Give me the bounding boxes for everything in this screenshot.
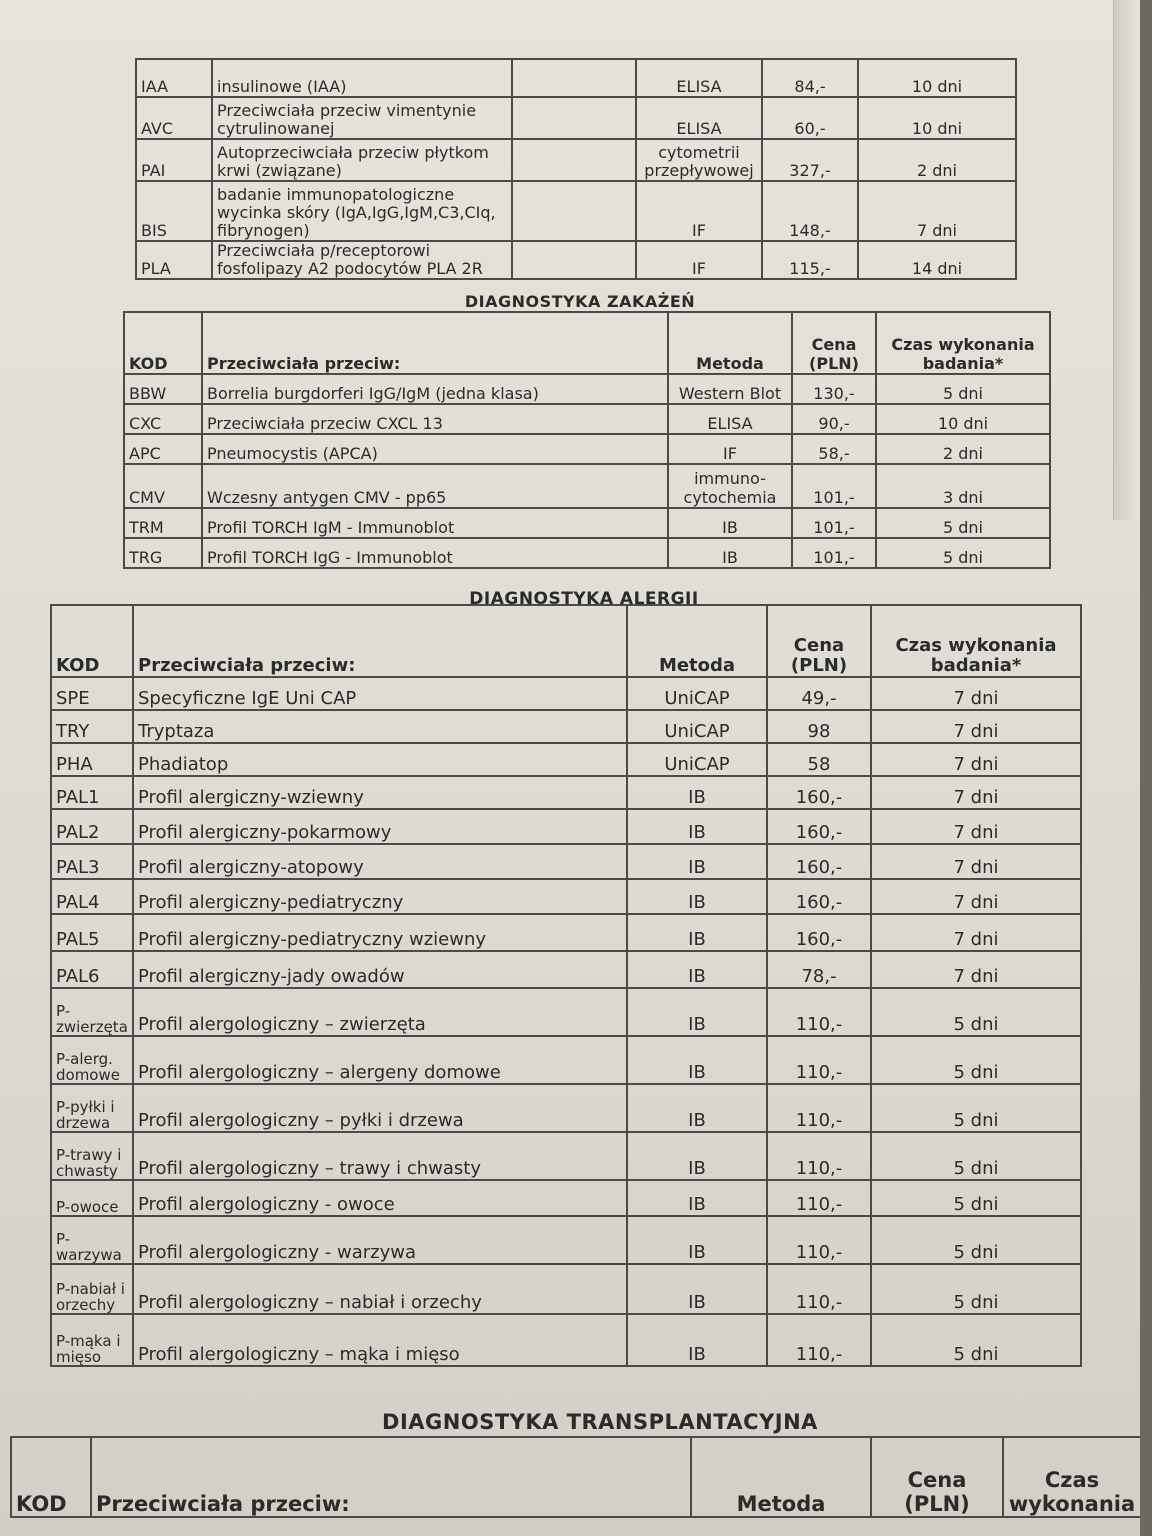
cell-cena: 78,- <box>767 951 871 988</box>
cell-metoda: ELISA <box>636 59 762 97</box>
header-nazwa: Przeciwciała przeciw: <box>133 605 627 677</box>
alergii-title: DIAGNOSTYKA ALERGII <box>469 589 699 609</box>
cell-cena: 160,- <box>767 844 871 879</box>
cell-kod: PHA <box>51 743 133 776</box>
cell-cena: 101,- <box>792 464 876 508</box>
cell-metoda: IB <box>668 508 792 538</box>
cell-nazwa: Profil alergiczny-wziewny <box>133 776 627 809</box>
table-row <box>51 914 1081 951</box>
cell-nazwa: Profil alergologiczny – mąka i mięso <box>133 1314 627 1366</box>
cell-metoda: ELISA <box>668 404 792 434</box>
cell-cena: 58,- <box>792 434 876 464</box>
transplant-table <box>10 1436 1140 1518</box>
cell-cena: 110,- <box>767 1314 871 1366</box>
empty-cell <box>512 139 636 181</box>
table-row <box>124 538 1050 568</box>
cell-nazwa: Profil alergologiczny – alergeny domowe <box>133 1036 627 1084</box>
cell-cena: 110,- <box>767 988 871 1036</box>
cell-metoda: UniCAP <box>627 743 767 776</box>
cell-cena: 110,- <box>767 1180 871 1216</box>
cell-kod: CMV <box>124 464 202 508</box>
empty-cell <box>512 97 636 139</box>
cell-czas: 5 dni <box>871 1084 1081 1132</box>
cell-kod: PAL3 <box>51 844 133 879</box>
cell-metoda: cytometrii przepływowej <box>636 139 762 181</box>
table-row <box>136 97 1016 139</box>
cell-nazwa: Phadiatop <box>133 743 627 776</box>
cell-nazwa: Borrelia burgdorferi IgG/IgM (jedna klasa) <box>202 374 668 404</box>
table-row <box>51 1216 1081 1264</box>
back-sheet-edge <box>1113 0 1140 520</box>
cell-kod: PAL4 <box>51 879 133 914</box>
cell-metoda: ELISA <box>636 97 762 139</box>
cell-metoda: IB <box>627 776 767 809</box>
table-row <box>51 710 1081 743</box>
cell-metoda: IB <box>627 1036 767 1084</box>
cell-metoda: UniCAP <box>627 710 767 743</box>
table-row <box>51 988 1081 1036</box>
cell-nazwa: badanie immunopatologiczne wycinka skóry (IgA,IgG,IgM,C3,CIq, fibrynogen) <box>212 181 512 241</box>
table-row <box>51 1314 1081 1366</box>
cell-czas: 5 dni <box>871 1132 1081 1180</box>
table-row <box>124 508 1050 538</box>
cell-kod: P-trawy i chwasty <box>51 1132 133 1180</box>
cell-kod: PAL2 <box>51 809 133 844</box>
cell-cena: 110,- <box>767 1132 871 1180</box>
cell-kod: IAA <box>136 59 212 97</box>
cell-czas: 5 dni <box>876 374 1050 404</box>
cell-metoda: immuno-cytochemia <box>668 464 792 508</box>
header-kod: KOD <box>124 312 202 374</box>
cell-czas: 2 dni <box>858 139 1016 181</box>
cell-metoda: IB <box>627 844 767 879</box>
cell-nazwa: Profil TORCH IgG - Immunoblot <box>202 538 668 568</box>
cell-cena: 115,- <box>762 241 858 279</box>
empty-cell <box>512 59 636 97</box>
cell-cena: 160,- <box>767 776 871 809</box>
cell-czas: 10 dni <box>876 404 1050 434</box>
cell-nazwa: Profil alergologiczny – zwierzęta <box>133 988 627 1036</box>
cell-kod: P-zwierzęta <box>51 988 133 1036</box>
cell-cena: 49,- <box>767 677 871 710</box>
cell-nazwa: Profil alergiczny-atopowy <box>133 844 627 879</box>
cell-cena: 160,- <box>767 879 871 914</box>
table-row <box>51 743 1081 776</box>
cell-nazwa: Profil alergiczny-pokarmowy <box>133 809 627 844</box>
table-row <box>124 464 1050 508</box>
header-kod: KOD <box>11 1437 91 1517</box>
table-row <box>51 1036 1081 1084</box>
alergii-header-row <box>51 605 1081 677</box>
cell-metoda: IB <box>627 988 767 1036</box>
cell-metoda: IB <box>627 1264 767 1314</box>
transplant-title: DIAGNOSTYKA TRANSPLANTACYJNA <box>382 1410 818 1434</box>
cell-nazwa: Profil alergologiczny – trawy i chwasty <box>133 1132 627 1180</box>
header-metoda: Metoda <box>627 605 767 677</box>
cell-metoda: IF <box>668 434 792 464</box>
cell-nazwa: Profil TORCH IgM - Immunoblot <box>202 508 668 538</box>
header-metoda: Metoda <box>668 312 792 374</box>
transplant-header-row <box>11 1437 1140 1517</box>
alergii-table-body <box>51 677 1081 1366</box>
cell-cena: 130,- <box>792 374 876 404</box>
table-row <box>136 139 1016 181</box>
cell-cena: 58 <box>767 743 871 776</box>
cell-kod: PLA <box>136 241 212 279</box>
cell-czas: 5 dni <box>871 1216 1081 1264</box>
cell-kod: APC <box>124 434 202 464</box>
cell-metoda: IF <box>636 181 762 241</box>
cell-czas: 10 dni <box>858 59 1016 97</box>
cell-czas: 7 dni <box>871 844 1081 879</box>
cell-cena: 90,- <box>792 404 876 434</box>
cell-cena: 101,- <box>792 538 876 568</box>
cell-kod: TRG <box>124 538 202 568</box>
cell-czas: 2 dni <box>876 434 1050 464</box>
table-row <box>51 677 1081 710</box>
cell-nazwa: Przeciwciała przeciw CXCL 13 <box>202 404 668 434</box>
header-czas: Czas wykonania <box>1003 1437 1140 1517</box>
cell-kod: PAL5 <box>51 914 133 951</box>
zakazen-table-body <box>124 374 1050 568</box>
cell-cena: 110,- <box>767 1036 871 1084</box>
table-row <box>51 1084 1081 1132</box>
cell-cena: 160,- <box>767 809 871 844</box>
cell-kod: P-warzywa <box>51 1216 133 1264</box>
cell-czas: 5 dni <box>871 1314 1081 1366</box>
cell-kod: PAI <box>136 139 212 181</box>
cell-cena: 60,- <box>762 97 858 139</box>
cell-czas: 7 dni <box>871 743 1081 776</box>
cell-nazwa: Profil alergiczny-pediatryczny <box>133 879 627 914</box>
cell-nazwa: Tryptaza <box>133 710 627 743</box>
empty-cell <box>512 241 636 279</box>
cell-czas: 5 dni <box>876 538 1050 568</box>
cell-czas: 7 dni <box>871 776 1081 809</box>
cell-kod: BIS <box>136 181 212 241</box>
table-row <box>51 844 1081 879</box>
cell-czas: 7 dni <box>871 914 1081 951</box>
cell-metoda: IB <box>668 538 792 568</box>
cell-metoda: IB <box>627 1084 767 1132</box>
cell-kod: P-owoce <box>51 1180 133 1216</box>
cell-nazwa: Wczesny antygen CMV - pp65 <box>202 464 668 508</box>
cell-nazwa: Specyficzne IgE Uni CAP <box>133 677 627 710</box>
header-nazwa: Przeciwciała przeciw: <box>91 1437 691 1517</box>
header-nazwa: Przeciwciała przeciw: <box>202 312 668 374</box>
table-row <box>136 181 1016 241</box>
cell-cena: 160,- <box>767 914 871 951</box>
cell-kod: CXC <box>124 404 202 434</box>
header-czas: Czas wykonania badania* <box>871 605 1081 677</box>
cell-cena: 110,- <box>767 1084 871 1132</box>
table-row <box>51 776 1081 809</box>
cell-czas: 5 dni <box>871 1180 1081 1216</box>
cell-czas: 7 dni <box>871 951 1081 988</box>
cell-czas: 7 dni <box>871 879 1081 914</box>
table-row <box>51 879 1081 914</box>
table-row <box>51 809 1081 844</box>
cell-czas: 7 dni <box>858 181 1016 241</box>
cell-nazwa: Profil alergologiczny – nabiał i orzechy <box>133 1264 627 1314</box>
cell-metoda: IB <box>627 914 767 951</box>
table-row <box>136 59 1016 97</box>
cell-czas: 5 dni <box>876 508 1050 538</box>
table-row <box>136 241 1016 279</box>
cell-cena: 148,- <box>762 181 858 241</box>
empty-cell <box>512 181 636 241</box>
table-row <box>124 434 1050 464</box>
alergii-table <box>50 604 1082 1367</box>
table-row <box>51 1180 1081 1216</box>
cell-cena: 98 <box>767 710 871 743</box>
cell-kod: SPE <box>51 677 133 710</box>
cell-czas: 5 dni <box>871 1264 1081 1314</box>
cell-metoda: Western Blot <box>668 374 792 404</box>
cell-metoda: IB <box>627 951 767 988</box>
table-row <box>51 951 1081 988</box>
cell-nazwa: Profil alergiczny-jady owadów <box>133 951 627 988</box>
cell-kod: P-pyłki i drzewa <box>51 1084 133 1132</box>
cell-nazwa: Autoprzeciwciała przeciw płytkom krwi (związane) <box>212 139 512 181</box>
cell-czas: 7 dni <box>871 710 1081 743</box>
cell-metoda: IB <box>627 809 767 844</box>
cell-nazwa: Profil alergologiczny - warzywa <box>133 1216 627 1264</box>
cell-czas: 7 dni <box>871 809 1081 844</box>
header-cena: Cena (PLN) <box>792 312 876 374</box>
cell-cena: 327,- <box>762 139 858 181</box>
cell-metoda: IB <box>627 1314 767 1366</box>
cell-kod: PAL6 <box>51 951 133 988</box>
cell-metoda: IB <box>627 1132 767 1180</box>
cell-cena: 84,- <box>762 59 858 97</box>
header-kod: KOD <box>51 605 133 677</box>
header-czas: Czas wykonania badania* <box>876 312 1050 374</box>
header-cena: Cena (PLN) <box>871 1437 1003 1517</box>
cell-nazwa: Pneumocystis (APCA) <box>202 434 668 464</box>
zakazen-title: DIAGNOSTYKA ZAKAŻEŃ <box>464 292 696 311</box>
header-metoda: Metoda <box>691 1437 871 1517</box>
immuno-table-body <box>136 59 1016 279</box>
cell-metoda: IF <box>636 241 762 279</box>
zakazen-table <box>123 311 1051 569</box>
cell-kod: P-mąka i mięso <box>51 1314 133 1366</box>
cell-kod: TRY <box>51 710 133 743</box>
cell-czas: 5 dni <box>871 1036 1081 1084</box>
cell-czas: 3 dni <box>876 464 1050 508</box>
cell-metoda: IB <box>627 879 767 914</box>
cell-nazwa: insulinowe (IAA) <box>212 59 512 97</box>
cell-kod: AVC <box>136 97 212 139</box>
cell-nazwa: Przeciwciała przeciw vimentynie cytrulinowanej <box>212 97 512 139</box>
cell-czas: 5 dni <box>871 988 1081 1036</box>
cell-czas: 14 dni <box>858 241 1016 279</box>
cell-cena: 110,- <box>767 1216 871 1264</box>
cell-metoda: UniCAP <box>627 677 767 710</box>
cell-nazwa: Profil alergologiczny – pyłki i drzewa <box>133 1084 627 1132</box>
cell-kod: P-alerg. domowe <box>51 1036 133 1084</box>
cell-metoda: IB <box>627 1216 767 1264</box>
cell-nazwa: Przeciwciała p/receptorowi fosfolipazy A2 podocytów PLA 2R <box>212 241 512 279</box>
table-row <box>51 1264 1081 1314</box>
cell-czas: 10 dni <box>858 97 1016 139</box>
cell-nazwa: Profil alergiczny-pediatryczny wziewny <box>133 914 627 951</box>
cell-nazwa: Profil alergologiczny - owoce <box>133 1180 627 1216</box>
zakazen-header-row <box>124 312 1050 374</box>
cell-kod: TRM <box>124 508 202 538</box>
cell-kod: BBW <box>124 374 202 404</box>
table-row <box>124 374 1050 404</box>
cell-kod: P-nabiał i orzechy <box>51 1264 133 1314</box>
cell-kod: PAL1 <box>51 776 133 809</box>
immuno-table <box>135 58 1017 280</box>
header-cena: Cena (PLN) <box>767 605 871 677</box>
cell-czas: 7 dni <box>871 677 1081 710</box>
cell-cena: 110,- <box>767 1264 871 1314</box>
table-row <box>124 404 1050 434</box>
table-row <box>51 1132 1081 1180</box>
cell-metoda: IB <box>627 1180 767 1216</box>
cell-cena: 101,- <box>792 508 876 538</box>
